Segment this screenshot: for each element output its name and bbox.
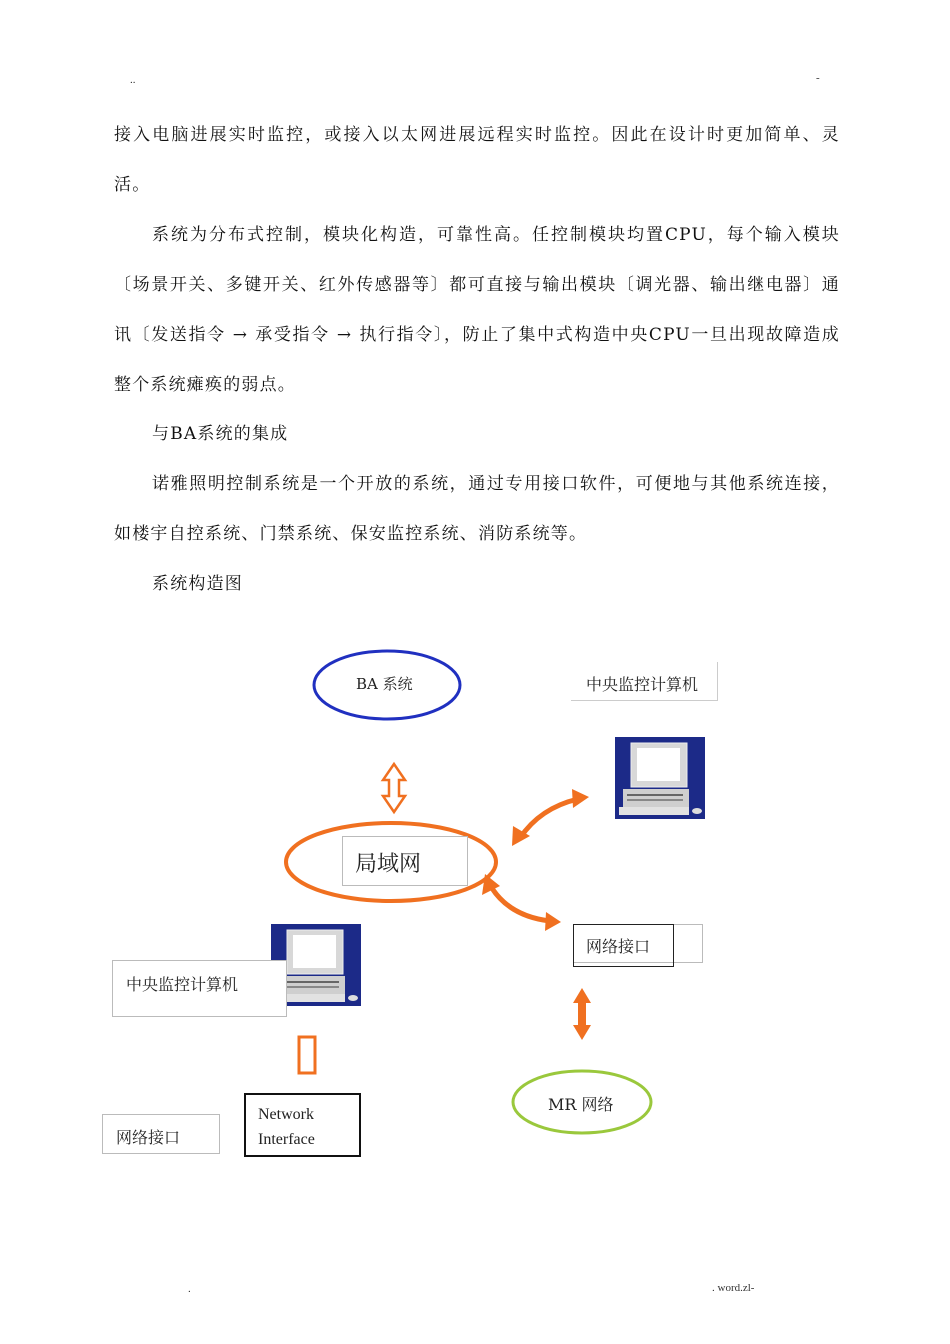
network-interface-line2: Interface [258,1131,315,1148]
interface-mr-double-arrow [573,988,591,1040]
footer-left-mark: . [188,1283,191,1295]
section-heading-ba-integration: 与BA系统的集成 [152,424,289,444]
net-interface-left-label: 网络接口 [116,1128,181,1147]
paragraph-open-system: 诺雅照明控制系统是一个开放的系统，通过专用接口软件，可便地与其他系统连接，如楼宇自控系统、门禁系统、保安监控系统、消防系统等。 [114,474,840,544]
header-right-mark: - [816,72,820,84]
mr-network-label: MR 网络 [548,1095,614,1114]
computer-icon-top [615,737,705,819]
ba-system-label: BA 系统 [356,675,413,693]
central-pc-top-label: 中央监控计算机 [586,675,699,694]
paragraph-intro: 接入电脑进展实时监控，或接入以太网进展远程实时监控。因此在设计时更加简单、灵活。 [114,125,840,195]
central-pc-top-box [571,662,718,701]
header-left-mark: .. [130,74,136,86]
lan-pc-curved-arrow [512,789,589,846]
net-interface-left-box [102,1114,220,1154]
net-interface-right-box [573,924,674,967]
lan-label: 局域网 [355,852,422,877]
section-heading-structure-diagram: 系统构造图 [152,574,243,594]
lan-label-box [342,836,468,886]
footer-right-mark: . word.zl- [712,1282,755,1294]
network-interface-line1: Network [258,1106,314,1123]
net-interface-right-label: 网络接口 [586,937,651,956]
network-interface-box [244,1093,361,1157]
pc-interface-connector [299,1037,315,1073]
central-pc-left-label: 中央监控计算机 [126,975,239,994]
ba-lan-double-arrow [383,764,405,812]
lan-interface-curved-arrow [482,874,561,931]
central-pc-left-box [112,960,287,1017]
paragraph-distributed-control: 系统为分布式控制，模块化构造，可靠性高。任控制模块均置CPU，每个输入模块〔场景开关、多键开关、红外传感器等〕都可直接与输出模块〔调光器、输出继电器〕通讯〔发送指令 → 承受指令 → 执行指令〕，防止了集中式构造中央CPU一旦出现故障造成整个系统瘫痪的弱点。 [114,225,840,395]
